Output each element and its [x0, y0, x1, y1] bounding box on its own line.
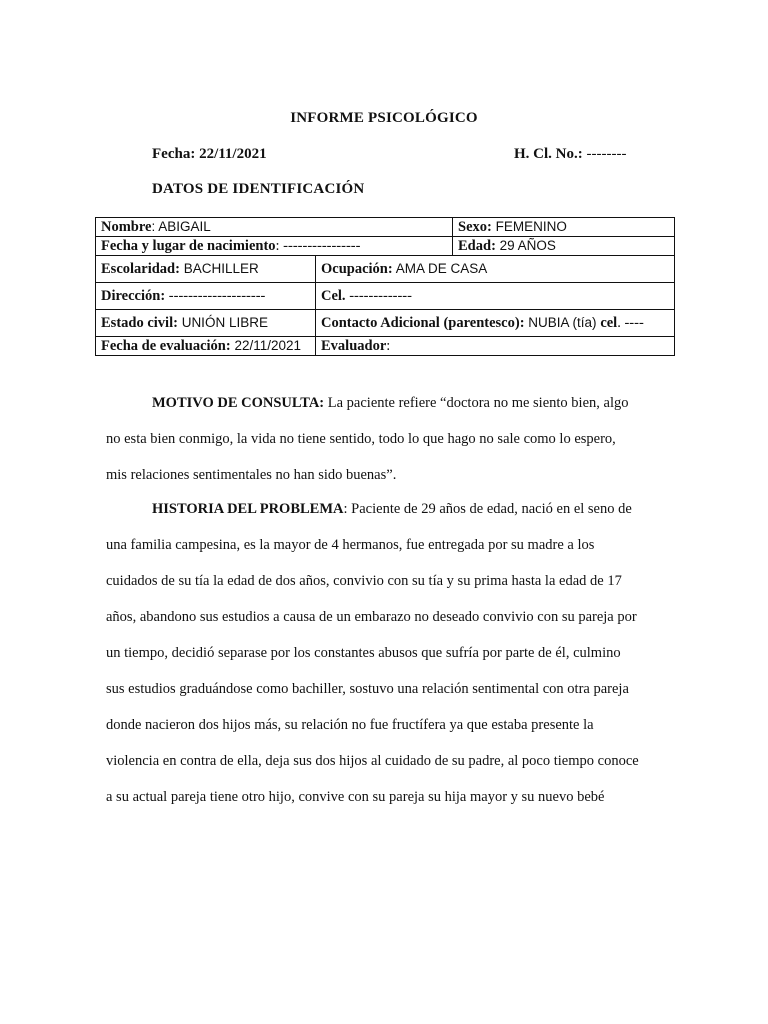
nombre-label: Nombre — [101, 218, 152, 235]
direccion-cell — [96, 283, 316, 310]
sexo-cell — [453, 218, 675, 237]
cel-label: Cel. — [321, 287, 346, 304]
nombre-cell — [96, 218, 453, 237]
table-row — [96, 337, 675, 356]
historia-paragraph — [106, 491, 662, 815]
text-line — [106, 491, 662, 527]
evaluacion-label: Fecha de evaluación: — [101, 337, 231, 354]
estado-civil-label: Estado civil: — [101, 314, 178, 331]
motivo-line: no esta bien conmigo, la vida no tiene sentido, todo lo que hago no sale como lo espero, — [106, 431, 616, 447]
direccion-value: -------------------- — [165, 287, 266, 304]
table-row — [96, 256, 675, 283]
evaluador-cell — [316, 337, 675, 356]
evaluacion-cell — [96, 337, 316, 356]
contacto-cell — [316, 310, 675, 337]
sexo-label: Sexo: — [458, 218, 492, 235]
escolaridad-cell — [96, 256, 316, 283]
edad-label: Edad: — [458, 237, 496, 254]
contacto-cel-value: . ---- — [617, 314, 644, 331]
clinical-history-value: -------- — [586, 146, 627, 162]
report-date — [152, 146, 267, 163]
report-date-value: 22/11/2021 — [199, 146, 267, 162]
table-row — [96, 237, 675, 256]
contacto-label: Contacto Adicional (parentesco): — [321, 314, 525, 331]
estado-civil-cell — [96, 310, 316, 337]
ocupacion-cell — [316, 256, 675, 283]
motivo-line: mis relaciones sentimentales no han sido buenas”. — [106, 467, 397, 483]
clinical-history-label: H. Cl. No.: — [514, 146, 583, 162]
historia-line: donde nacieron dos hijos más, su relación no fue fructífera ya que estaba presente la — [106, 717, 594, 733]
escolaridad-value: BACHILLER — [179, 260, 259, 276]
historia-line: años, abandono sus estudios a causa de un embarazo no deseado convivio con su pareja por — [106, 609, 637, 625]
historia-line: a su actual pareja tiene otro hijo, convive con su pareja su hija mayor y su nuevo bebé — [106, 789, 605, 805]
estado-civil-value: UNIÓN LIBRE — [177, 314, 268, 330]
sexo-value: FEMENINO — [491, 218, 567, 234]
historia-heading: HISTORIA DEL PROBLEMA — [152, 501, 344, 517]
nombre-value: : ABIGAIL — [151, 218, 211, 234]
table-row — [96, 310, 675, 337]
motivo-paragraph — [106, 385, 662, 493]
cel-value: ------------- — [345, 287, 412, 304]
motivo-heading: MOTIVO DE CONSULTA: — [152, 395, 325, 411]
edad-cell — [453, 237, 675, 256]
contacto-value: NUBIA (tía) — [524, 314, 601, 330]
ocupacion-label: Ocupación: — [321, 260, 393, 277]
escolaridad-label: Escolaridad: — [101, 260, 180, 277]
historia-line: cuidados de su tía la edad de dos años, convivio con su tía y su prima hasta la edad de 17 — [106, 573, 622, 589]
historia-line: violencia en contra de ella, deja sus dos hijos al cuidado de su padre, al poco tiempo conoce — [106, 753, 639, 769]
historia-line: una familia campesina, es la mayor de 4 hermanos, fue entregada por su madre a los — [106, 537, 595, 553]
table-row — [96, 283, 675, 310]
edad-value: 29 AÑOS — [495, 237, 556, 253]
report-date-label: Fecha: — [152, 146, 196, 162]
evaluacion-value: 22/11/2021 — [230, 337, 302, 353]
clinical-history-number — [514, 146, 626, 163]
contacto-cel-label: cel — [600, 314, 618, 331]
identification-section-title: DATOS DE IDENTIFICACIÓN — [152, 181, 365, 197]
cel-cell — [316, 283, 675, 310]
document-title: INFORME PSICOLÓGICO — [290, 110, 478, 126]
direccion-label: Dirección: — [101, 287, 166, 304]
nacimiento-label: Fecha y lugar de nacimiento — [101, 237, 276, 254]
text-line — [106, 385, 662, 421]
table-row — [96, 218, 675, 237]
evaluador-label: Evaluador — [321, 337, 387, 354]
ocupacion-value: AMA DE CASA — [392, 260, 488, 276]
evaluador-value: : — [386, 337, 391, 354]
nacimiento-value: : ---------------- — [275, 237, 361, 254]
historia-line: un tiempo, decidió separase por los constantes abusos que sufría por parte de él, culmino — [106, 645, 621, 661]
historia-line: : Paciente de 29 años de edad, nació en el seno de — [343, 501, 632, 517]
motivo-line: La paciente refiere “doctora no me siento bien, algo — [324, 395, 629, 411]
nacimiento-cell — [96, 237, 453, 256]
identification-table — [95, 217, 675, 356]
historia-line: sus estudios graduándose como bachiller, sostuvo una relación sentimental con otra pareja — [106, 681, 629, 697]
